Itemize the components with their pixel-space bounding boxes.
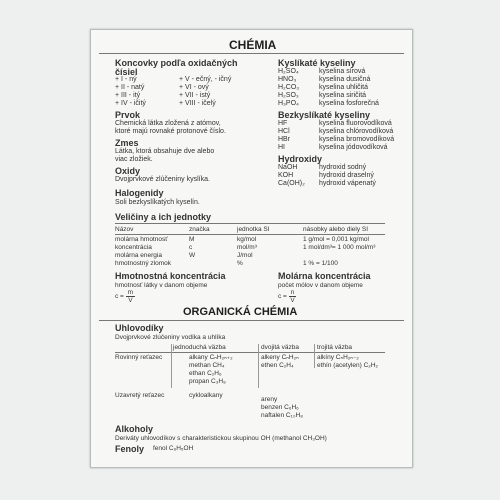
zmes-text: viac zložiek. — [115, 156, 153, 163]
table-header: jednotka SI — [237, 226, 270, 233]
hydroxide-name: hydroxid vápenatý — [319, 180, 376, 187]
acid-name: kyselina dusičná — [319, 76, 371, 83]
bond-column-header: trojitá väzba — [317, 344, 353, 351]
alkyne-line: alkíny CₙH₂ₙ₋₂ — [317, 354, 359, 361]
numerator: n — [290, 289, 295, 296]
oxidy-text: Dvojprvkové zlúčeniny kyslíka. — [115, 176, 210, 183]
hydroxide-formula: Ca(OH)₂ — [278, 180, 305, 187]
zmes-text: Látka, ktorá obsahuje dve alebo — [115, 148, 215, 155]
oxid-suffix: + III - itý — [115, 92, 141, 99]
acid-name: kyselina bromovodíková — [319, 136, 395, 143]
column-divider — [171, 344, 172, 388]
table-cell: M — [189, 236, 195, 243]
oxidy-heading: Oxidy — [115, 166, 141, 176]
denominator: V — [290, 297, 295, 304]
oxid-suffix: + I - ný — [115, 76, 137, 83]
alkene-line: ethen C₂H₄ — [261, 362, 294, 369]
organic-title-underline — [99, 320, 404, 321]
alkoholy-text: Deriváty uhlovodíkov s charakteristickou skupinou OH (methanol CH₃OH) — [115, 435, 327, 442]
oxid-suffix: + V - ečný, - ičný — [179, 76, 232, 83]
halogenidy-heading: Halogenidy — [115, 188, 164, 198]
table-cell: mol/m³ — [237, 244, 257, 251]
table-cell: molárna hmotnosť — [115, 236, 168, 243]
hmot-text: hmotnosť látky v danom objeme — [115, 282, 208, 289]
table-cell: koncentrácia — [115, 244, 152, 251]
alkyne-line: ethín (acetylen) C₂H₂ — [317, 362, 379, 369]
acid-formula: HNO₃ — [278, 76, 297, 83]
oxid-heading-2: čísiel — [115, 67, 138, 77]
acid-formula: H₂CO₃ — [278, 84, 300, 91]
table-header: značka — [189, 226, 210, 233]
formula-lhs: c = — [278, 293, 287, 301]
hydroxide-formula: KOH — [278, 172, 294, 179]
alkane-line: alkany CₙH₂ₙ₊₂ — [189, 354, 233, 361]
acid-name: kyselina jódovodíková — [319, 144, 388, 151]
alkene-line: alkeny CₙH₂ₙ — [261, 354, 299, 361]
table-cell: 1 mol/dm³= 1 000 mol/m³ — [303, 244, 376, 251]
numerator: m — [127, 289, 134, 296]
uhlovodiky-text: Dvojprvkové zlúčeniny vodíka a uhlíka — [115, 334, 226, 341]
table-header: násobky alebo diely SI — [303, 226, 369, 233]
acid-formula: H₂SO₃ — [278, 92, 299, 99]
prvok-text: ktoré majú rovnaké protonové číslo. — [115, 128, 226, 135]
molc-formula — [278, 289, 296, 304]
kysl-heading: Kyslíkaté kyseliny — [278, 58, 356, 68]
alkane-line: methan CH₄ — [189, 362, 225, 369]
table-cell: 1 g/mol = 0,001 kg/mol — [303, 236, 369, 243]
fraction — [126, 289, 135, 304]
oxid-suffix: + IV - ičitý — [115, 100, 146, 107]
acid-formula: H₃PO₄ — [278, 100, 299, 107]
bond-column-header: jednoduchá väzba — [173, 344, 226, 351]
hmot-formula — [115, 289, 135, 304]
oxid-suffix: + VIII - ičelý — [179, 100, 216, 107]
hydroxide-name: hydroxid draselný — [319, 172, 374, 179]
chain-label: Rovinný reťazec — [115, 354, 163, 361]
bond-column-header: dvojitá väzba — [261, 344, 299, 351]
molc-heading: Molárna koncentrácia — [278, 271, 371, 281]
table-cell: J/mol — [237, 252, 253, 259]
veliciny-heading: Veličiny a ich jednotky — [115, 212, 212, 222]
prvok-text: Chemická látka zložená z atómov, — [115, 120, 221, 127]
oxid-suffix: + II - natý — [115, 84, 145, 91]
table-cell: % — [237, 260, 243, 267]
page-title: CHÉMIA — [229, 38, 277, 52]
hydroxide-name: hydroxid sodný — [319, 164, 367, 171]
table-cell: W — [189, 252, 196, 259]
acid-name: kyselina fosforečná — [319, 100, 379, 107]
hydroxidy-heading: Hydroxidy — [278, 154, 323, 164]
hmot-heading: Hmotnostná koncentrácia — [115, 271, 226, 281]
acid-formula: HF — [278, 120, 288, 127]
uhlovodiky-heading: Uhlovodíky — [115, 323, 164, 333]
column-divider — [314, 344, 315, 368]
arene-line: areny — [261, 396, 278, 403]
oxid-suffix: + VII - istý — [179, 92, 211, 99]
table-cell: hmotnostný zlomok — [115, 260, 171, 267]
molc-text: počet mólov v danom objeme — [278, 282, 363, 289]
alkane-line: ethan C₂H₆ — [189, 370, 222, 377]
hydroxide-formula: NaOH — [278, 164, 298, 171]
halogenidy-text: Soli bezkyslíkatých kyselín. — [115, 199, 200, 206]
acid-name: kyselina fluorovodíková — [319, 120, 392, 127]
acid-name: kyselina chlórovodíková — [319, 128, 394, 135]
fraction — [289, 289, 297, 304]
table-cell: c — [189, 244, 193, 251]
prvok-heading: Prvok — [115, 110, 141, 120]
column-divider — [258, 344, 259, 388]
cycloalkane-line: cykloalkany — [189, 392, 223, 399]
formula-lhs: c = — [115, 293, 124, 301]
acid-formula: H₂SO₄ — [278, 68, 299, 75]
table-cell: 1 % = 1/100 — [303, 260, 338, 267]
cheat-sheet-page — [90, 29, 413, 468]
fenoly-text: fenol C₆H₅OH — [153, 445, 194, 452]
acid-name: kyselina uhličitá — [319, 84, 369, 91]
oxid-suffix: + VI - ový — [179, 84, 209, 91]
oxid-heading: Koncovky podľa oxidačných — [115, 58, 238, 68]
zmes-heading: Zmes — [115, 138, 139, 148]
veliciny-header-rule — [115, 234, 385, 235]
acid-formula: HBr — [278, 136, 291, 143]
alkoholy-heading: Alkoholy — [115, 424, 154, 434]
table-header: Názov — [115, 226, 134, 233]
alkane-line: propan C₃H₈ — [189, 378, 226, 385]
acid-formula: HCl — [278, 128, 290, 135]
organic-title: ORGANICKÁ CHÉMIA — [183, 306, 298, 318]
denominator: V — [128, 297, 133, 304]
arene-line: benzen C₆H₆ — [261, 404, 299, 411]
organic-table-rule — [115, 352, 385, 353]
acid-formula: HI — [278, 144, 285, 151]
table-cell: molárna energia — [115, 252, 162, 259]
arene-line: naftalen C₁₀H₈ — [261, 412, 303, 419]
bezk-heading: Bezkyslíkaté kyseliny — [278, 110, 371, 120]
veliciny-rule — [115, 223, 385, 224]
chain-label: Uzavretý reťazec — [115, 392, 165, 399]
table-cell: kg/mol — [237, 236, 257, 243]
title-underline — [99, 53, 404, 54]
acid-name: kyselina sírová — [319, 68, 366, 75]
acid-name: kyselina siričitá — [319, 92, 367, 99]
fenoly-heading: Fenoly — [115, 444, 145, 454]
